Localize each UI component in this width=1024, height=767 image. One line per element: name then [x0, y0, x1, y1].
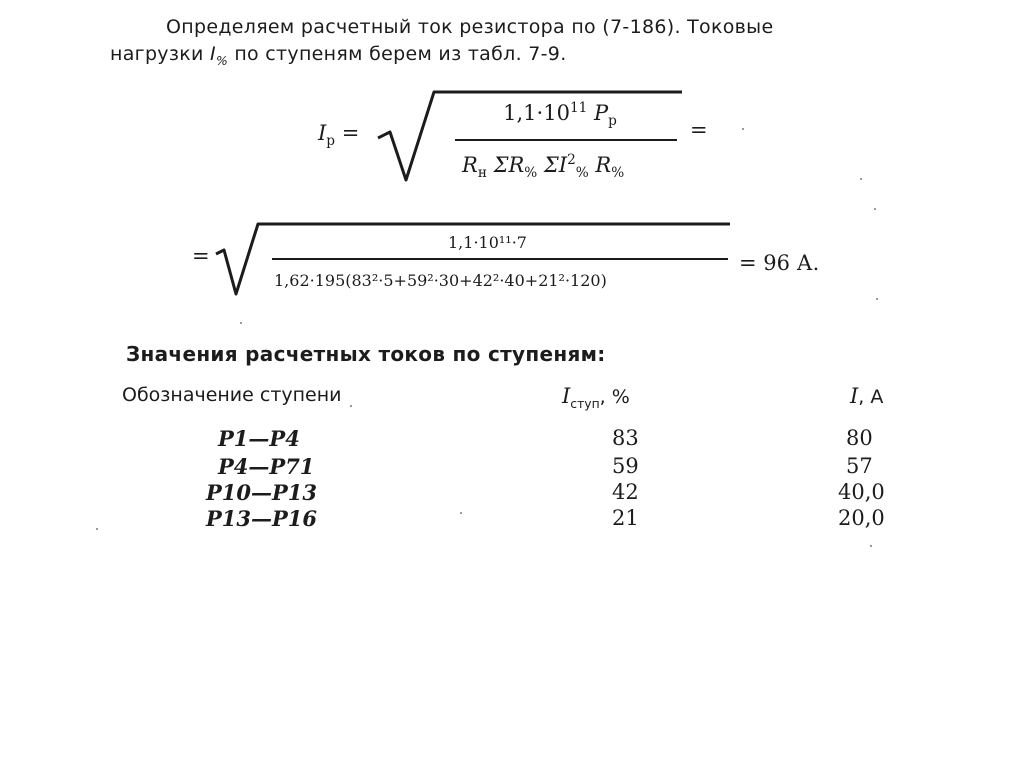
formula-1-den-sum2-sup: 2: [567, 152, 576, 168]
row-stage-name: Р10—Р13: [206, 480, 318, 505]
formula-1-den-r-sub: н: [477, 165, 487, 182]
header-pct: [562, 384, 630, 411]
formula-1-den-r2-sub: %: [611, 165, 625, 182]
header-pct-unit: , %: [599, 386, 630, 408]
formula-2-numerator: 1,1·10¹¹·7: [448, 233, 527, 252]
row-amp: 20,0: [838, 506, 885, 530]
row-pct: 42: [612, 480, 639, 504]
formula-1-lhs-sub: p: [326, 133, 336, 150]
formula-1-denominator: [462, 152, 624, 181]
row-amp: 80: [846, 426, 873, 450]
formula-1-den-r2: R: [595, 153, 612, 177]
formula-1-num-exp: 11: [569, 100, 588, 116]
intro-symbol-sub: %: [215, 53, 228, 68]
row-stage-name: Р4—Р71: [218, 454, 315, 479]
formula-2-denominator: 1,62·195(83²·5+59²·30+42²·40+21²·120): [274, 271, 607, 290]
row-amp: 57: [846, 454, 873, 478]
formula-2-leading-equals: =: [192, 244, 210, 268]
formula-1-lhs-symbol: I: [318, 121, 327, 145]
formula-1-den-sum1: ΣR: [493, 153, 525, 177]
formula-1-den-sum2: ΣI: [543, 153, 568, 177]
intro-line-2: [110, 41, 930, 75]
formula-1-numerator: [0, 100, 1024, 129]
row-stage-name: Р13—Р16: [206, 506, 318, 531]
intro-paragraph: [110, 14, 930, 75]
intro-line-2-prefix: нагрузки: [110, 43, 204, 65]
formula-1-equals: =: [341, 121, 360, 145]
header-amp-symbol: I: [850, 384, 859, 408]
row-pct: 59: [612, 454, 639, 478]
table-subtitle: Значения расчетных токов по ступеням:: [126, 342, 606, 366]
formula-1-num-coef: 1,1·10: [503, 101, 570, 125]
formula-1-trailing-equals: =: [690, 118, 708, 142]
row-pct: 21: [612, 506, 639, 530]
header-amp: [850, 384, 883, 408]
intro-line-1: Определяем расчетный ток резистора по (7-186). Токовые: [166, 16, 774, 38]
formula-1-num-var: P: [593, 101, 609, 125]
row-amp: 40,0: [838, 480, 885, 504]
header-pct-sub: ступ: [570, 396, 600, 411]
intro-symbol: I: [210, 43, 216, 65]
formula-1-den-sum2-sub: %: [575, 165, 589, 182]
formula-1-fraction-bar: [455, 139, 677, 141]
header-pct-symbol: I: [562, 384, 571, 408]
row-stage-name: Р1—Р4: [218, 426, 300, 451]
formula-1-num-var-sub: p: [608, 113, 617, 130]
formula-1-den-sum1-sub: %: [524, 165, 538, 182]
formula-2-result: = 96 А.: [739, 251, 820, 275]
header-amp-unit: , А: [858, 386, 884, 408]
formula-1-den-r: R: [462, 153, 478, 177]
header-stage-name: Обозначение ступени: [122, 384, 342, 406]
intro-line-2-suffix: по ступеням берем из табл. 7-9.: [234, 43, 567, 65]
row-pct: 83: [612, 426, 639, 450]
formula-2-fraction-bar: [272, 258, 728, 260]
